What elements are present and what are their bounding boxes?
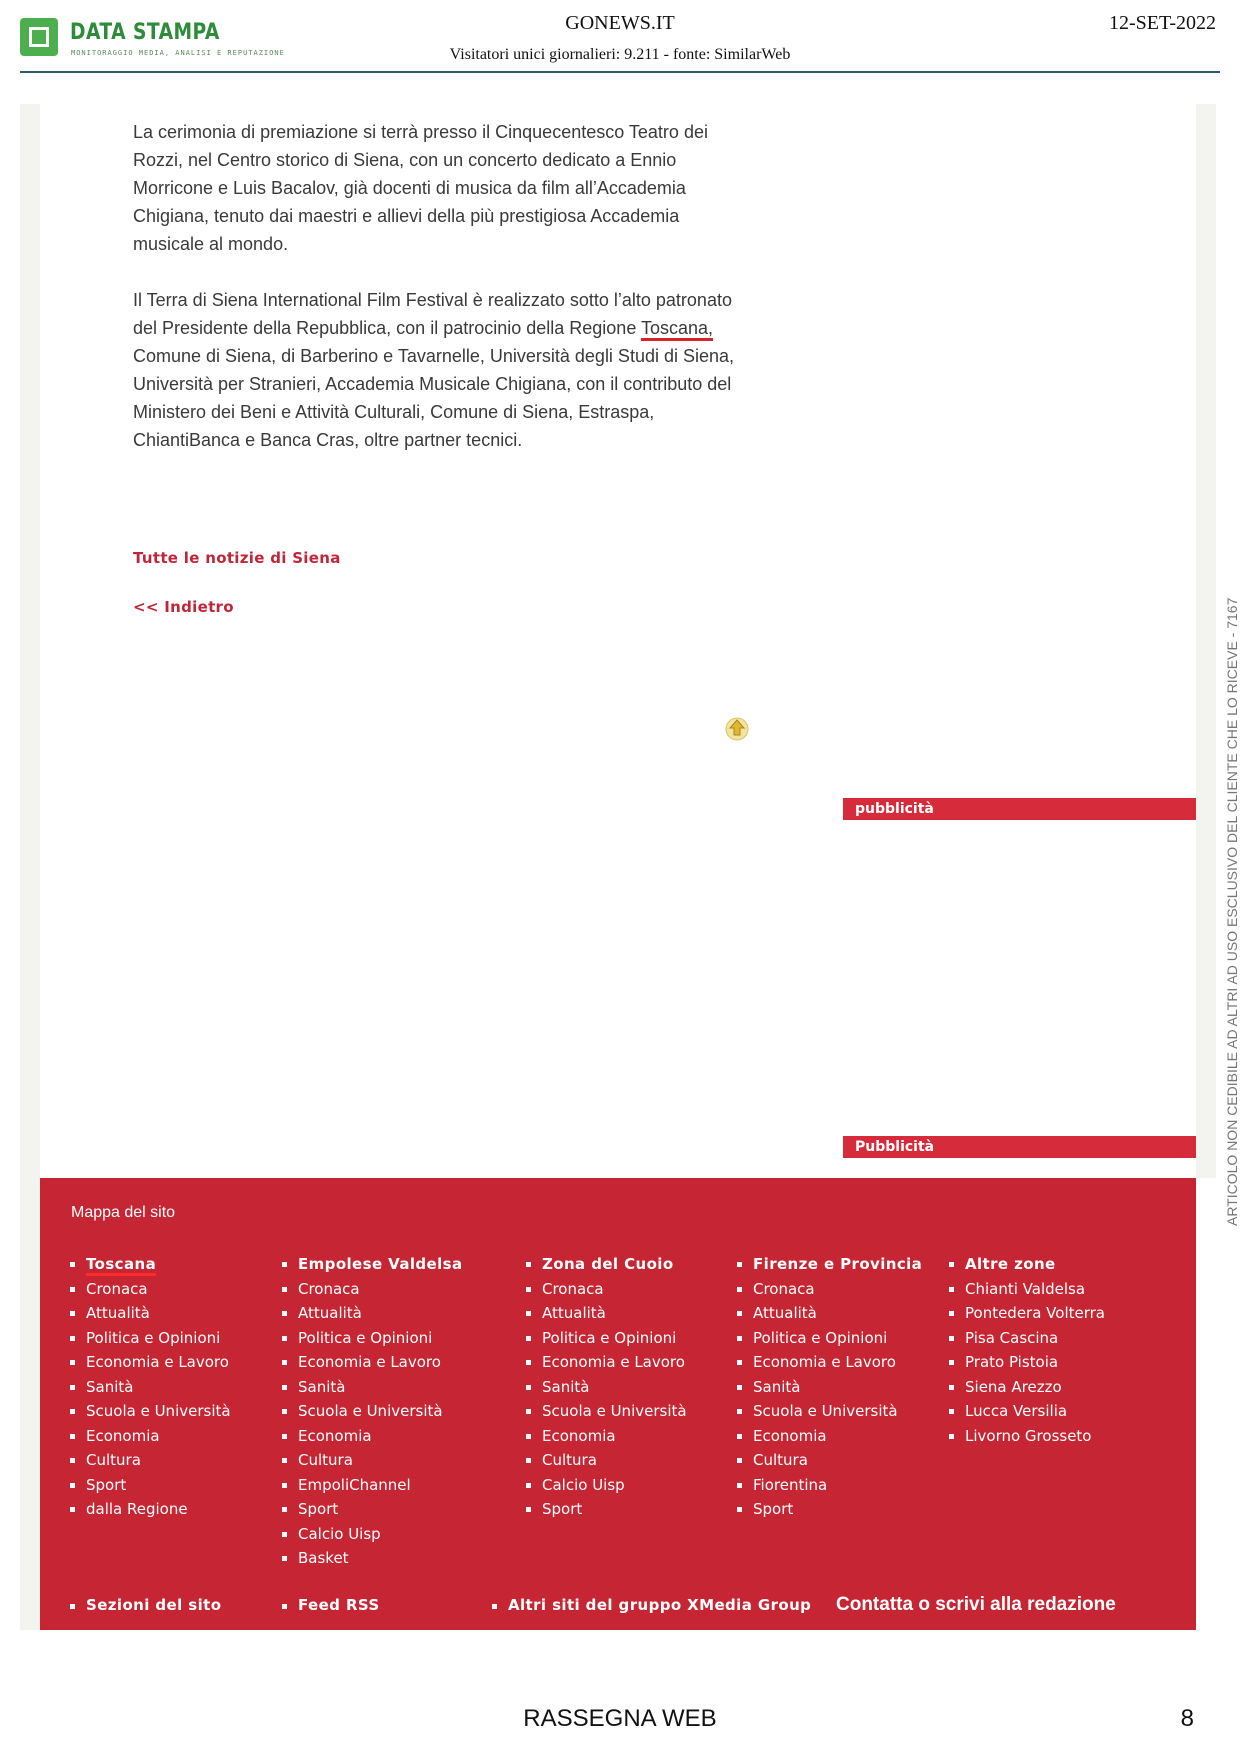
footer-link[interactable]: Calcio Uisp <box>282 1522 463 1547</box>
bullet-icon <box>282 1458 287 1463</box>
site-map-title: Mappa del sito <box>71 1204 176 1221</box>
footer-heading[interactable]: Toscana <box>70 1252 231 1277</box>
footer-link[interactable]: Sport <box>737 1497 922 1522</box>
footer-link[interactable]: Sanità <box>526 1375 687 1400</box>
footer-link[interactable]: Pontedera Volterra <box>949 1301 1105 1326</box>
bullet-icon <box>737 1458 742 1463</box>
page-frame-left <box>20 104 40 1630</box>
footer-link[interactable]: Economia e Lavoro <box>282 1350 463 1375</box>
footer-link[interactable]: Scuola e Università <box>526 1399 687 1424</box>
bullet-icon <box>282 1507 287 1512</box>
footer-link[interactable]: Siena Arezzo <box>949 1375 1105 1400</box>
contact-editorial-link[interactable]: Contatta o scrivi alla redazione <box>836 1594 1116 1615</box>
footer-link[interactable]: Livorno Grosseto <box>949 1424 1105 1449</box>
bullet-icon <box>70 1409 75 1414</box>
bullet-icon <box>70 1262 75 1267</box>
footer-link[interactable]: Chianti Valdelsa <box>949 1277 1105 1302</box>
advertising-label-2: Pubblicità <box>843 1136 1196 1158</box>
bullet-icon <box>526 1311 531 1316</box>
footer-heading[interactable]: Altre zone <box>949 1252 1105 1277</box>
logo-name: DATA STAMPA <box>70 20 220 45</box>
bullet-icon <box>492 1604 497 1609</box>
footer-link[interactable]: Attualità <box>282 1301 463 1326</box>
bullet-icon <box>282 1483 287 1488</box>
bullet-icon <box>949 1311 954 1316</box>
all-siena-news-link[interactable]: Tutte le notizie di Siena <box>133 549 341 567</box>
footer-link[interactable]: Sanità <box>282 1375 463 1400</box>
bullet-icon <box>949 1287 954 1292</box>
footer-link[interactable]: Prato Pistoia <box>949 1350 1105 1375</box>
bullet-icon <box>282 1532 287 1537</box>
bullet-icon <box>70 1507 75 1512</box>
highlighted-keyword: Toscana, <box>641 318 713 341</box>
bullet-icon <box>526 1336 531 1341</box>
footer-link[interactable]: Cronaca <box>526 1277 687 1302</box>
footer-link[interactable]: Attualità <box>526 1301 687 1326</box>
bullet-icon <box>949 1336 954 1341</box>
bullet-icon <box>737 1507 742 1512</box>
footer-link[interactable]: Sport <box>70 1473 231 1498</box>
footer-link[interactable]: Cultura <box>282 1448 463 1473</box>
footer-column-empolese <box>282 1252 463 1571</box>
footer-heading[interactable]: Zona del Cuoio <box>526 1252 687 1277</box>
footer-column-firenze <box>737 1252 922 1522</box>
footer-link[interactable]: Cronaca <box>70 1277 231 1302</box>
footer-link[interactable]: EmpoliChannel <box>282 1473 463 1498</box>
footer-link[interactable]: Economia <box>737 1424 922 1449</box>
bullet-icon <box>526 1385 531 1390</box>
rss-feed-link[interactable]: Feed RSS <box>282 1596 380 1614</box>
bullet-icon <box>70 1458 75 1463</box>
footer-link[interactable]: Attualità <box>70 1301 231 1326</box>
bullet-icon <box>737 1385 742 1390</box>
publication-date: 12-SET-2022 <box>1108 12 1216 34</box>
scroll-top-icon[interactable] <box>722 714 752 744</box>
footer-link[interactable]: Cultura <box>70 1448 231 1473</box>
bullet-icon <box>70 1385 75 1390</box>
bullet-icon <box>526 1287 531 1292</box>
footer-link[interactable]: Pisa Cascina <box>949 1326 1105 1351</box>
bullet-icon <box>526 1434 531 1439</box>
footer-link[interactable]: Economia <box>282 1424 463 1449</box>
footer-link[interactable]: Fiorentina <box>737 1473 922 1498</box>
bullet-icon <box>282 1287 287 1292</box>
advertising-label: pubblicità <box>843 798 1196 820</box>
page-frame-right <box>1196 104 1216 1178</box>
bullet-icon <box>737 1262 742 1267</box>
visitors-info: Visitatori unici giornalieri: 9.211 - fonte: SimilarWeb <box>449 46 791 63</box>
bullet-icon <box>70 1434 75 1439</box>
bullet-icon <box>282 1385 287 1390</box>
site-map-footer <box>40 1178 1196 1630</box>
bullet-icon <box>70 1336 75 1341</box>
footer-link[interactable]: Politica e Opinioni <box>737 1326 922 1351</box>
footer-link[interactable]: Economia <box>526 1424 687 1449</box>
bullet-icon <box>70 1287 75 1292</box>
article-paragraph-2-end: Comune di Siena, di Barberino e Tavarnelle, Università degli Studi di Siena, Università per Stranieri, Accademia Musicale Chigiana, con il contributo del Ministero dei Beni e Attività Culturali, Comune di Siena, Estraspa, ChiantiBanca e Banca Cras, oltre partner tecnici. <box>133 346 735 450</box>
footer-link[interactable]: Sanità <box>737 1375 922 1400</box>
footer-link[interactable]: Scuola e Università <box>737 1399 922 1424</box>
bullet-icon <box>737 1287 742 1292</box>
bullet-icon <box>737 1311 742 1316</box>
bullet-icon <box>70 1483 75 1488</box>
footer-link[interactable]: Calcio Uisp <box>526 1473 687 1498</box>
press-review-label: RASSEGNA WEB <box>523 1705 717 1732</box>
bullet-icon <box>282 1604 287 1609</box>
footer-link[interactable]: dalla Regione <box>70 1497 231 1522</box>
article-paragraph-2 <box>133 286 753 454</box>
footer-column-toscana <box>70 1252 231 1522</box>
footer-link[interactable]: Politica e Opinioni <box>282 1326 463 1351</box>
bullet-icon <box>737 1434 742 1439</box>
footer-link[interactable]: Cultura <box>526 1448 687 1473</box>
footer-link[interactable]: Scuola e Università <box>70 1399 231 1424</box>
footer-link[interactable]: Politica e Opinioni <box>70 1326 231 1351</box>
bullet-icon <box>949 1262 954 1267</box>
header-divider <box>20 71 1220 73</box>
back-link[interactable]: << Indietro <box>133 598 234 616</box>
footer-link[interactable]: Economia e Lavoro <box>526 1350 687 1375</box>
footer-link[interactable]: Cultura <box>737 1448 922 1473</box>
bullet-icon <box>526 1507 531 1512</box>
bullet-icon <box>282 1262 287 1267</box>
footer-link[interactable]: Economia e Lavoro <box>70 1350 231 1375</box>
bullet-icon <box>282 1409 287 1414</box>
footer-link[interactable]: Economia <box>70 1424 231 1449</box>
copyright-notice: ARTICOLO NON CEDIBILE AD ALTRI AD USO ESCLUSIVO DEL CLIENTE CHE LO RICEVE - 7167 <box>1224 597 1240 1226</box>
bullet-icon <box>282 1556 287 1561</box>
footer-heading[interactable]: Firenze e Provincia <box>737 1252 922 1277</box>
article-paragraph-2-start: Il Terra di Siena International Film Festival è realizzato sotto l’alto patronato del Presidente della Repubblica, con il patrocinio della Regione <box>133 290 732 338</box>
bullet-icon <box>526 1409 531 1414</box>
bullet-icon <box>737 1360 742 1365</box>
page-number: 8 <box>1180 1705 1194 1732</box>
bullet-icon <box>949 1434 954 1439</box>
bullet-icon <box>949 1360 954 1365</box>
footer-link[interactable]: Politica e Opinioni <box>526 1326 687 1351</box>
bullet-icon <box>282 1360 287 1365</box>
footer-link[interactable]: Cronaca <box>737 1277 922 1302</box>
article-paragraph-1: La cerimonia di premiazione si terrà presso il Cinquecentesco Teatro dei Rozzi, nel Centro storico di Siena, con un concerto dedicato a Ennio Morricone e Luis Bacalov, già docenti di musica da film all’Accademia Chigiana, tenuto dai maestri e allievi della più prestigiosa Accademia musicale al mondo. <box>133 122 708 254</box>
bullet-icon <box>526 1483 531 1488</box>
bullet-icon <box>949 1409 954 1414</box>
group-sites-link[interactable]: Altri siti del gruppo XMedia Group <box>492 1596 811 1614</box>
bullet-icon <box>526 1360 531 1365</box>
footer-link[interactable]: Sport <box>282 1497 463 1522</box>
footer-column-altre-zone <box>949 1252 1105 1448</box>
footer-link[interactable]: Sanità <box>70 1375 231 1400</box>
bullet-icon <box>737 1409 742 1414</box>
bullet-icon <box>737 1336 742 1341</box>
bullet-icon <box>949 1385 954 1390</box>
bullet-icon <box>526 1458 531 1463</box>
footer-link[interactable]: Attualità <box>737 1301 922 1326</box>
bullet-icon <box>282 1336 287 1341</box>
footer-link[interactable]: Cronaca <box>282 1277 463 1302</box>
footer-link[interactable]: Economia e Lavoro <box>737 1350 922 1375</box>
footer-link[interactable]: Scuola e Università <box>282 1399 463 1424</box>
bullet-icon <box>282 1311 287 1316</box>
bullet-icon <box>70 1360 75 1365</box>
footer-heading[interactable]: Empolese Valdelsa <box>282 1252 463 1277</box>
footer-link[interactable]: Lucca Versilia <box>949 1399 1105 1424</box>
logo-tagline: MONITORAGGIO MEDIA, ANALISI E REPUTAZIONE <box>71 49 285 57</box>
article-body <box>133 118 753 482</box>
bullet-icon <box>70 1604 75 1609</box>
bullet-icon <box>737 1483 742 1488</box>
bullet-icon <box>70 1311 75 1316</box>
source-site: GONEWS.IT <box>565 12 675 34</box>
site-sections-link[interactable]: Sezioni del sito <box>70 1596 221 1614</box>
footer-column-cuoio <box>526 1252 687 1522</box>
bullet-icon <box>526 1262 531 1267</box>
footer-link[interactable]: Basket <box>282 1546 463 1571</box>
bullet-icon <box>282 1434 287 1439</box>
footer-link[interactable]: Sport <box>526 1497 687 1522</box>
